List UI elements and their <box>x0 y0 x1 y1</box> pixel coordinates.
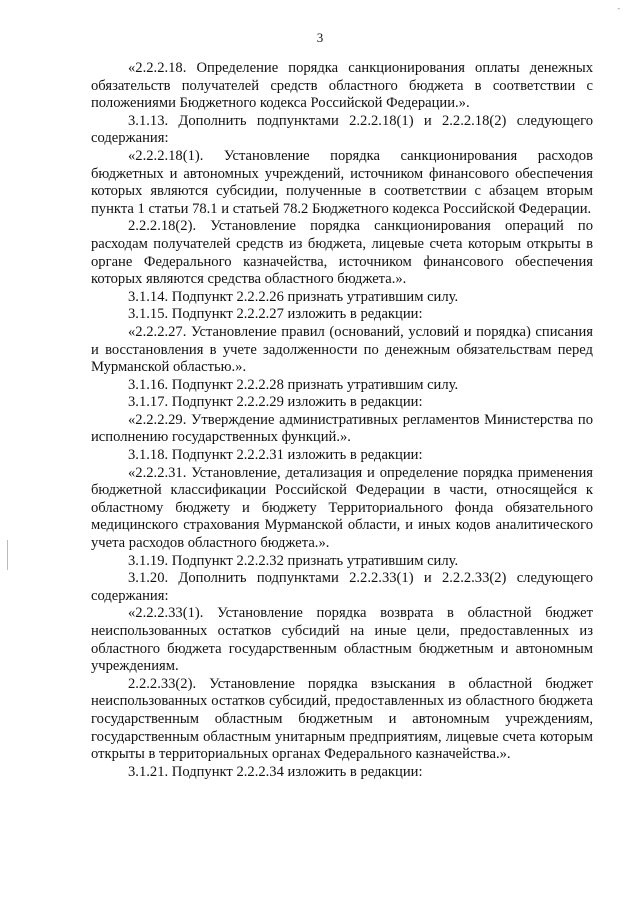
paragraph-3-1-15: 3.1.15. Подпункт 2.2.2.27 изложить в редакции: <box>128 306 423 323</box>
paragraph-2-2-2-33-1: «2.2.2.33(1). Установление порядка возврата в областной бюджет неиспользованных остатков субсидий на иные цели, предоставленных из областного бюджета государственным областным бюджетным и автономным учреждениям. <box>91 605 593 675</box>
paragraph-2-2-2-33-2: 2.2.2.33(2). Установление порядка взыскания в областной бюджет неиспользованных остатков субсидий, предоставленных из областного бюджета государственным областным бюджетным и автономным учреждениям, государственным областным унитарным предприятиям, лицевые счета которым открыты в территориальных органах Федерального казначейства.». <box>91 675 593 763</box>
paragraph-3-1-21: 3.1.21. Подпункт 2.2.2.34 изложить в редакции: <box>128 763 423 780</box>
paragraph-2-2-2-31: «2.2.2.31. Установление, детализация и определение порядка применения бюджетной классификации Российской Федерации в части, относящейся к областному бюджету и бюджету Территориального фонда обязательного медицинского страхования Мурманской области, и иных кодов аналитического учета расходов областного бюджета.». <box>91 464 593 552</box>
paragraph-2-2-2-18-2: 2.2.2.18(2). Установление порядка санкционирования операций по расходам получателей средств из бюджета, лицевые счета которым открыты в органе Федерального казначейства, источником финансового обеспечения которых являются средства областного бюджета.». <box>91 218 593 288</box>
paragraph-3-1-13: 3.1.13. Дополнить подпунктами 2.2.2.18(1) и 2.2.2.18(2) следующего содержания: <box>91 112 593 147</box>
paragraph-2-2-2-27: «2.2.2.27. Установление правил (оснований, условий и порядка) списания и восстановления в учете задолженности по денежным обязательствам перед Мурманской областью.». <box>91 323 593 376</box>
document-body <box>91 60 593 781</box>
page-number: 3 <box>316 30 324 45</box>
paragraph-3-1-16: 3.1.16. Подпункт 2.2.2.28 признать утратившим силу. <box>128 376 459 393</box>
paragraph-2-2-2-18-1: «2.2.2.18(1). Установление порядка санкционирования расходов бюджетных и автономных учреждений, источником финансового обеспечения которых являются субсидии, полученные в соответствии с абзацем вторым пункта 1 статьи 78.1 и статьей 78.2 Бюджетного кодекса Российской Федерации. <box>91 147 593 217</box>
paragraph-3-1-14: 3.1.14. Подпункт 2.2.2.26 признать утратившим силу. <box>128 288 459 305</box>
paragraph-3-1-18: 3.1.18. Подпункт 2.2.2.31 изложить в редакции: <box>128 447 423 464</box>
corner-mark: - <box>617 4 620 13</box>
paragraph-3-1-17: 3.1.17. Подпункт 2.2.2.29 изложить в редакции: <box>128 394 423 411</box>
paragraph-2-2-2-29: «2.2.2.29. Утверждение административных регламентов Министерства по исполнению государственных функций.». <box>91 411 593 446</box>
paragraph-3-1-20: 3.1.20. Дополнить подпунктами 2.2.2.33(1) и 2.2.2.33(2) следующего содержания: <box>91 570 593 604</box>
scan-edge-mark <box>7 540 8 570</box>
paragraph-2-2-2-18: «2.2.2.18. Определение порядка санкционирования оплаты денежных обязательств получателей средств областного бюджета в соответствии с положениями Бюджетного кодекса Российской Федерации.». <box>91 60 593 112</box>
paragraph-3-1-19: 3.1.19. Подпункт 2.2.2.32 признать утратившим силу. <box>128 552 459 569</box>
